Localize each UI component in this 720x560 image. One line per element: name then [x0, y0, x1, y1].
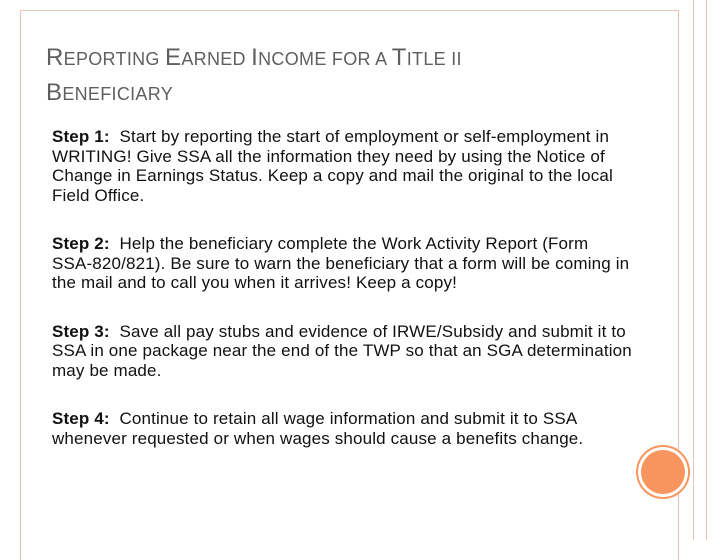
- title-word: REPORTING: [46, 44, 166, 71]
- step-text: Save all pay stubs and evidence of IRWE/Subsidy and submit it to SSA in one package near the end of the TWP so that an SGA determination may be made.: [52, 321, 632, 380]
- title-word: TITLE II: [391, 44, 462, 71]
- step-text: Continue to retain all wage information and submit it to SSA whenever requested or when wages should cause a benefits change.: [52, 409, 584, 448]
- step-text: Start by reporting the start of employment or self-employment in WRITING! Give SSA all the information they need by using the Notice of Change in Earnings Status. Keep a copy and mail the original to the local Field Office.: [52, 127, 613, 205]
- decorative-rail-right: [706, 0, 707, 540]
- step-item: [52, 127, 632, 205]
- step-label: Step 4:: [52, 409, 110, 428]
- title-word: BENEFICIARY: [46, 79, 174, 106]
- step-text: Help the beneficiary complete the Work Activity Report (Form SSA-820/821). Be sure to warn the beneficiary that a form will be coming in the mail and to call you when it arrives! Keep a copy!: [52, 234, 630, 292]
- slide-title: [46, 41, 646, 111]
- accent-circle: [641, 450, 685, 494]
- decorative-rail-left: [693, 0, 694, 540]
- step-item: [52, 409, 632, 448]
- steps-list: [52, 127, 632, 477]
- title-word: EARNED: [165, 44, 252, 71]
- step-item: [52, 322, 632, 381]
- step-item: [52, 234, 632, 293]
- title-word: INCOME FOR A: [251, 44, 392, 71]
- step-label: Step 1:: [52, 127, 110, 146]
- step-label: Step 2:: [52, 234, 110, 253]
- step-label: Step 3:: [52, 321, 110, 341]
